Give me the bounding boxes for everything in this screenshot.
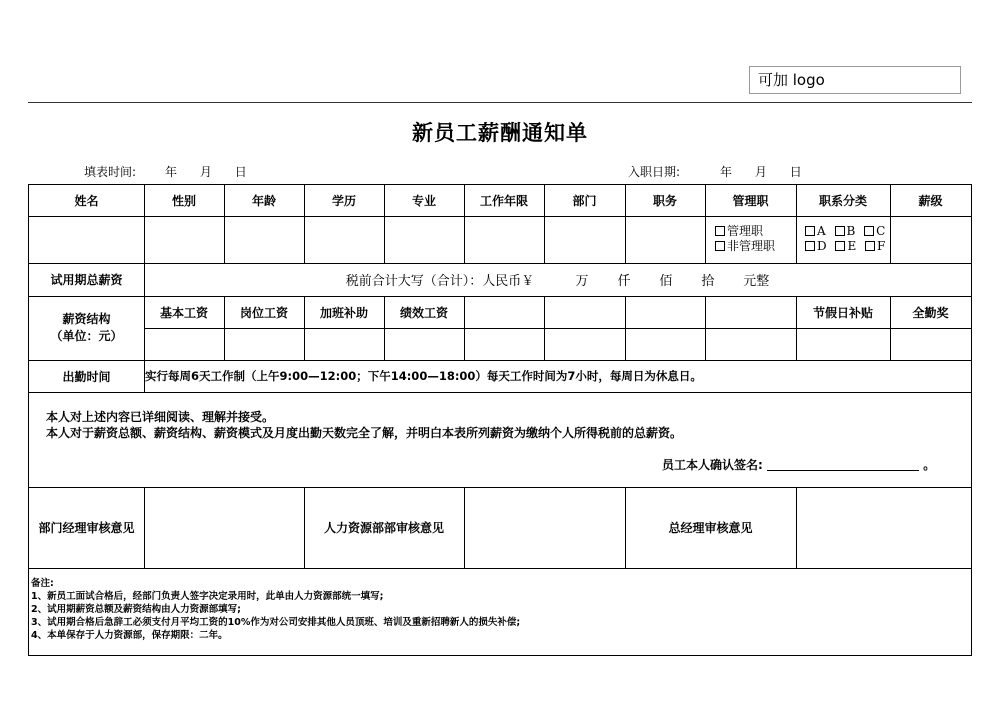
checkbox-icon[interactable]: [865, 241, 875, 251]
salary-attendance-bonus: 全勤奖: [912, 305, 949, 320]
checkbox-icon[interactable]: [805, 226, 815, 236]
salary-position: 岗位工资: [239, 305, 288, 320]
attendance-label: 出勤时间: [62, 369, 111, 384]
fill-time-label: 填表时间:: [84, 165, 137, 179]
hr-review-label: 人力资源部部审核意见: [323, 521, 444, 535]
salary-structure-title: 薪资结构: [62, 312, 111, 326]
salary-structure-label: [29, 296, 144, 360]
note-item: 1、新员工面试合格后，经部门负责人签字决定录用时，此单由人力资源部统一填写;: [31, 591, 384, 602]
entry-date-label: 入职日期:: [628, 165, 681, 179]
entry-date-value: 年 月 日: [720, 165, 802, 179]
note-item: 2、试用期薪资总额及薪资结构由人力资源部填写;: [31, 604, 241, 615]
row-divider: [29, 392, 971, 393]
header-position: 职务: [652, 194, 677, 208]
gm-review-label: 总经理审核意见: [668, 521, 753, 535]
option-f[interactable]: F: [865, 239, 885, 254]
signature-end: 。: [923, 458, 936, 472]
category-options: [805, 224, 890, 254]
col-divider: [544, 296, 545, 360]
col-divider: [464, 487, 465, 568]
salary-overtime: 加班补助: [319, 305, 368, 320]
col-divider: [144, 487, 145, 568]
fill-time-value: 年 月 日: [165, 165, 247, 179]
option-a[interactable]: A: [805, 224, 826, 239]
management-options: [715, 224, 780, 254]
row-divider: [29, 568, 971, 569]
signature-label: 员工本人确认签名:: [662, 458, 763, 472]
option-c[interactable]: C: [864, 224, 885, 239]
notes-title: 备注:: [31, 578, 54, 589]
header-job-category: 职系分类: [818, 194, 867, 208]
header-management: 管理职: [732, 194, 769, 208]
col-divider: [625, 296, 626, 360]
checkbox-icon[interactable]: [715, 241, 725, 251]
checkbox-icon[interactable]: [715, 226, 725, 236]
salary-structure-unit: （单位：元）: [50, 329, 123, 343]
option-management[interactable]: 管理职: [715, 224, 780, 239]
salary-holiday-allowance: 节假日补贴: [812, 305, 873, 320]
row-divider: [29, 216, 971, 217]
col-divider: [464, 296, 465, 360]
option-non-management[interactable]: 非管理职: [715, 239, 780, 254]
salary-basic: 基本工资: [159, 305, 208, 320]
checkbox-icon[interactable]: [835, 226, 845, 236]
salary-notice-form: [28, 184, 972, 656]
note-item: 3、试用期合格后急辞工必须支付月平均工资的10%作为对公司安排其他人员顶班、培训及重新招聘新人的损失补偿;: [31, 617, 521, 628]
header-divider: [28, 102, 972, 103]
col-divider: [796, 487, 797, 568]
logo-placeholder: 可加 logo: [749, 66, 961, 94]
checkbox-icon[interactable]: [805, 241, 815, 251]
dept-manager-review-label: 部门经理审核意见: [38, 521, 135, 535]
row-divider: [29, 487, 971, 488]
header-major: 专业: [411, 194, 436, 208]
header-name: 姓名: [74, 194, 99, 208]
signature-field[interactable]: [767, 459, 919, 471]
option-d[interactable]: D: [805, 239, 827, 254]
confirm-line-1: 本人对上述内容已详细阅读、理解并接受。: [46, 410, 275, 424]
header-education: 学历: [331, 194, 356, 208]
col-divider: [705, 296, 706, 360]
option-b[interactable]: B: [835, 224, 856, 239]
confirm-line-2: 本人对于薪资总额、薪资结构、薪资模式及月度出勤天数完全了解，并明白本表所列薪资为缴纳个人所得税前的总薪资。: [46, 426, 683, 440]
row-divider: [144, 328, 971, 329]
page-title: 新员工薪酬通知单: [412, 121, 588, 145]
probation-label: 试用期总薪资: [50, 273, 123, 287]
attendance-text: 实行每周6天工作制（上午9:00—12:00；下午14:00—18:00）每天工作时间为7小时，每周日为休息日。: [145, 369, 702, 383]
header-age: 年龄: [251, 194, 276, 208]
option-e[interactable]: E: [835, 239, 856, 254]
salary-performance: 绩效工资: [399, 305, 448, 320]
header-work-years: 工作年限: [479, 194, 528, 208]
header-gender: 性别: [171, 194, 196, 208]
note-item: 4、本单保存于人力资源部，保存期限：二年。: [31, 630, 228, 641]
header-department: 部门: [572, 194, 597, 208]
header-salary-grade: 薪级: [918, 194, 943, 208]
checkbox-icon[interactable]: [835, 241, 845, 251]
signature-row: [662, 457, 935, 473]
checkbox-icon[interactable]: [864, 226, 874, 236]
probation-amount-text: 税前合计大写（合计）：人民币￥ 万 仟 佰 拾 元整: [345, 274, 770, 289]
